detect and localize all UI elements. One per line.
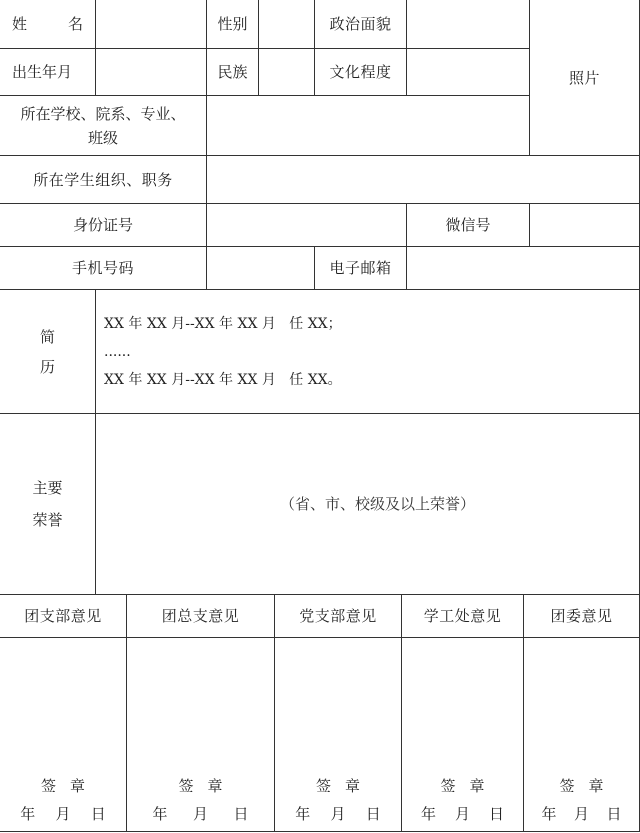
name-field[interactable] [95,0,207,49]
politics-label: 政治面貌 [314,0,407,49]
resume-line-2: ...... [104,343,131,360]
wechat-label: 微信号 [406,203,530,247]
opinion-cell-student-affairs[interactable] [401,637,524,832]
resume-label-char-2: 历 [39,357,55,376]
name-label [0,0,96,49]
resume-label-char-1: 简 [39,327,55,346]
school-label [0,95,207,156]
ethnicity-label: 民族 [206,48,259,96]
opinion-header-youth-league: 团委意见 [523,594,640,638]
honor-hint: （省、市、校级及以上荣誉） [279,495,475,513]
date-label: 年 月 日 [295,805,381,823]
id-field[interactable] [206,203,407,247]
date-label: 年 月 日 [420,805,504,823]
honor-label-line-2: 荣誉 [32,511,63,529]
wechat-field[interactable] [529,203,640,247]
opinion-header-branch: 团支部意见 [0,594,127,638]
sign-stamp-label: 签 章 [40,777,86,795]
phone-label: 手机号码 [0,246,207,290]
photo-box[interactable]: 照片 [529,0,640,156]
email-field[interactable] [406,246,640,290]
resume-line-3: XX 年 XX 月--XX 年 XX 月 任 XX。 [104,371,342,388]
honor-label [0,413,96,595]
resume-field[interactable] [95,289,640,414]
school-label-line-2: 班级 [87,128,118,147]
honor-field[interactable] [95,413,640,595]
opinion-cell-youth-league[interactable] [523,637,640,832]
opinion-header-general-branch: 团总支意见 [126,594,275,638]
birth-field[interactable] [95,48,207,96]
honor-label-line-1: 主要 [32,479,63,497]
phone-field[interactable] [206,246,315,290]
opinion-cell-general-branch[interactable] [126,637,275,832]
gender-field[interactable] [258,0,315,49]
sign-stamp-label: 签 章 [440,777,485,795]
resume-label [0,289,96,414]
education-field[interactable] [406,48,530,96]
opinion-cell-branch[interactable] [0,637,127,832]
school-field[interactable] [206,95,530,156]
gender-label: 性别 [206,0,259,49]
sign-stamp-label: 签 章 [315,777,361,795]
opinion-header-student-affairs: 学工处意见 [401,594,524,638]
ethnicity-field[interactable] [258,48,315,96]
opinion-cell-party-branch[interactable] [274,637,402,832]
date-label: 年 月 日 [152,805,249,823]
resume-line-1: XX 年 XX 月--XX 年 XX 月 任 XX； [104,315,342,332]
opinion-header-party-branch: 党支部意见 [274,594,402,638]
sign-stamp-label: 签 章 [559,777,604,795]
date-label: 年 月 日 [541,805,622,823]
politics-field[interactable] [406,0,530,49]
birth-label: 出生年月 [0,48,96,96]
education-label: 文化程度 [314,48,407,96]
org-label: 所在学生组织、职务 [0,155,207,204]
school-label-line-1: 所在学校、院系、专业、 [20,104,186,123]
sign-stamp-label: 签 章 [178,777,223,795]
name-label-char-1: 姓 [12,15,28,33]
date-label: 年 月 日 [20,805,106,823]
id-label: 身份证号 [0,203,207,247]
org-field[interactable] [206,155,640,204]
email-label: 电子邮箱 [314,246,407,290]
name-label-char-2: 名 [67,15,83,33]
